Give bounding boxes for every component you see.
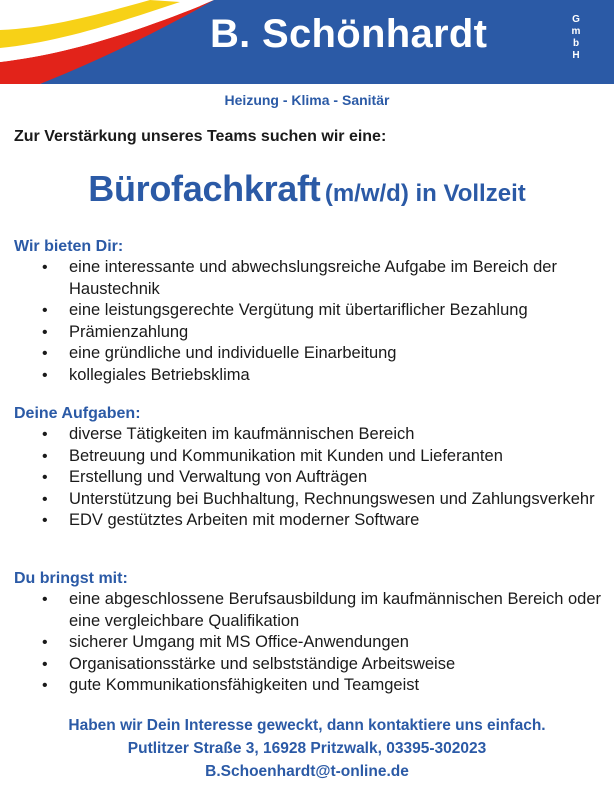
bullet-icon: •	[42, 447, 48, 465]
list-item: • Erstellung und Verwaltung von Aufträgen	[14, 467, 604, 489]
bullet-icon: •	[42, 426, 48, 443]
list-item: • eine interessante und abwechslungsreiche Aufgabe im Bereich der Haustechnik	[42, 258, 557, 298]
call-to-action: Haben wir Dein Interesse geweckt, dann kontaktiere uns einfach.	[68, 717, 546, 734]
bullet-icon: •	[42, 302, 48, 319]
list-item: • Organisationsstärke und selbstständige Arbeitsweise	[14, 654, 604, 676]
contact-email: B.Schoenhardt@t-online.de	[205, 763, 409, 780]
legal-form-letter: G	[572, 14, 580, 25]
bullet-icon: •	[42, 634, 48, 651]
contact-address: Putlitzer Straße 3, 16928 Pritzwalk, 03395-302023	[127, 740, 487, 757]
list-item: • Betreuung und Kommunikation mit Kunden und Lieferanten	[14, 446, 604, 468]
bullet-icon: •	[42, 259, 48, 276]
legal-form-letter: m	[571, 26, 581, 37]
offer-list	[14, 257, 604, 386]
list-item: • gute Kommunikationsfähigkeiten und Teamgeist	[14, 675, 604, 697]
contact-footer	[0, 714, 614, 783]
tagline: Heizung - Klima - Sanitär	[224, 92, 390, 108]
tasks-list	[14, 424, 604, 532]
list-item: • Unterstützung bei Buchhaltung, Rechnungswesen und Zahlungsverkehr	[14, 489, 604, 511]
bullet-icon: •	[42, 490, 48, 508]
bullet-icon: •	[42, 591, 48, 608]
bullet-icon: •	[42, 366, 48, 384]
section-tasks	[14, 403, 604, 532]
section-heading: Du bringst mit:	[14, 570, 128, 587]
list-item: • Prämienzahlung	[14, 322, 604, 344]
requirements-list	[14, 589, 604, 697]
header-banner	[0, 0, 614, 84]
job-title	[0, 168, 614, 210]
legal-form-vertical	[568, 14, 584, 62]
bullet-icon: •	[42, 655, 48, 673]
bullet-icon: •	[42, 469, 48, 486]
bullet-icon: •	[42, 323, 48, 341]
list-item: • kollegiales Betriebsklima	[14, 365, 604, 387]
legal-form-letter: H	[572, 50, 580, 61]
section-heading: Wir bieten Dir:	[14, 238, 124, 255]
section-requirements	[14, 568, 604, 697]
company-name: B. Schönhardt	[210, 12, 488, 56]
list-item: • EDV gestütztes Arbeiten mit moderner Software	[14, 510, 604, 532]
section-offer	[14, 236, 604, 386]
bullet-icon: •	[42, 512, 48, 529]
list-item: • eine gründliche und individuelle Einarbeitung	[14, 343, 604, 365]
list-item: • sicherer Umgang mit MS Office-Anwendungen	[14, 632, 604, 654]
section-heading: Deine Aufgaben:	[14, 405, 141, 422]
intro-text: Zur Verstärkung unseres Teams suchen wir eine:	[14, 128, 387, 145]
job-title-suffix: (m/w/d) in Vollzeit	[324, 180, 526, 207]
list-item: • eine leistungsgerechte Vergütung mit übertariflicher Bezahlung	[14, 300, 604, 322]
list-item: • eine abgeschlossene Berufsausbildung im kaufmännischen Bereich oder eine vergleichbare Qualifikation	[42, 590, 601, 630]
list-item: • diverse Tätigkeiten im kaufmännischen Bereich	[14, 424, 604, 446]
legal-form-letter: b	[572, 38, 580, 49]
bullet-icon: •	[42, 677, 48, 694]
bullet-icon: •	[42, 345, 48, 362]
job-title-main: Bürofachkraft	[88, 168, 321, 209]
